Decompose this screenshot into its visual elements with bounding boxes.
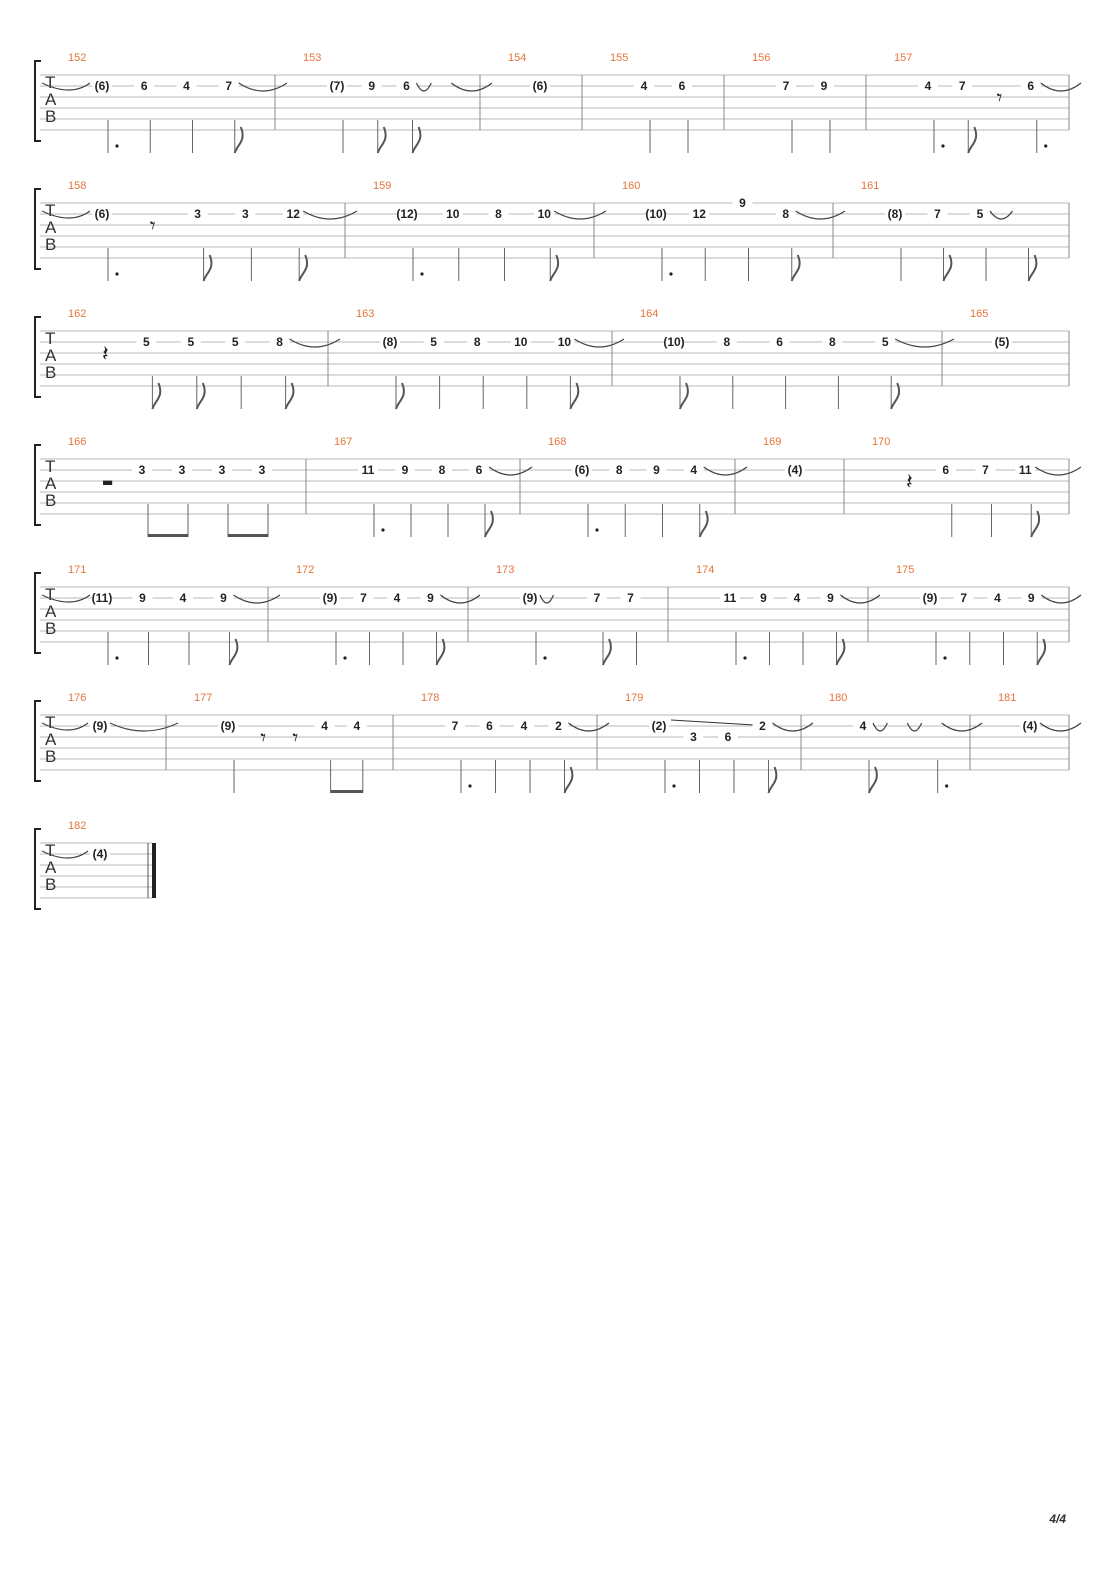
final-barline [152,843,156,898]
fret-number: 9 [760,591,767,605]
measure-number: 181 [998,692,1017,704]
fret-number: (11) [91,591,113,605]
duration-dot [595,528,598,531]
measure-number: 167 [334,436,353,448]
fret-number: (4) [787,463,803,477]
tie-arc [451,83,492,91]
fret-number: 7 [960,591,968,605]
tie-arc [841,595,881,603]
measure-number: 161 [861,180,880,192]
fret-number: 4 [353,719,361,733]
tab-clef-letter: B [45,235,57,254]
rest-symbol: 𝄽 [906,470,913,495]
eighth-flag [891,383,899,409]
eighth-flag [603,639,611,665]
tab-clef-letter: B [45,491,57,510]
tab-system-4 [35,436,1081,537]
measure-number: 176 [68,692,87,704]
fret-number: 8 [829,335,836,349]
fret-number: 3 [690,730,697,744]
measure-number: 171 [68,564,87,576]
fret-number: 4 [640,79,648,93]
fret-number: 4 [924,79,932,93]
fret-number: 3 [218,463,226,477]
fret-number: 7 [627,591,634,605]
measure-number: 154 [508,52,527,64]
fret-number: 4 [690,463,698,477]
eighth-flag [968,127,976,153]
tab-clef-letter: T [45,201,56,220]
eighth-flag [413,127,421,153]
tie-arc [1041,595,1081,603]
fret-number: (5) [994,335,1010,349]
eighth-flag [1031,511,1039,537]
system-bracket [35,701,41,781]
fret-number: 6 [942,463,950,477]
eighth-flag [152,383,160,409]
tie-arc [574,339,624,347]
tie-arc [441,595,481,603]
fret-number: (6) [532,79,548,93]
fret-number: 3 [178,463,186,477]
fret-number: 9 [139,591,146,605]
tie-arc [1040,723,1081,731]
eighth-flag [485,511,493,537]
tab-clef-letter: B [45,619,57,638]
fret-number: 3 [242,207,249,221]
tab-clef-letter: B [45,107,57,126]
tie-arc [234,595,281,603]
measure-number: 157 [894,52,913,64]
fret-number: 11 [723,591,737,605]
rest-symbol: 𝄽 [102,342,109,367]
duration-dot [945,784,948,787]
slide-line [671,720,755,725]
fret-number: 7 [593,591,601,605]
eighth-flag [769,767,777,793]
fret-number: 9 [653,463,660,477]
tab-clef-letter: T [45,329,56,348]
tab-clef-letter: T [45,73,56,92]
fret-number: 8 [615,463,623,477]
fret-number: 9 [1027,591,1035,605]
system-bracket [35,189,41,269]
duration-dot [743,656,746,659]
fret-number: 7 [982,463,989,477]
fret-number: 9 [401,463,409,477]
fret-number: 9 [820,79,828,93]
fret-number: 4 [183,79,190,93]
measure-number: 177 [194,692,213,704]
eighth-flag [396,383,404,409]
tab-clef-letter: A [45,346,57,365]
fret-number: 8 [473,335,481,349]
tie-arc [907,723,921,731]
fret-number: (9) [322,591,338,605]
fret-number: 9 [827,591,834,605]
measure-number: 156 [752,52,771,64]
eighth-flag [286,383,294,409]
tie-arc [942,723,982,731]
fret-number: (6) [574,463,590,477]
fret-number: 2 [759,719,766,733]
fret-number: 8 [276,335,283,349]
fret-number: (9) [922,591,938,605]
fret-number: 6 [724,730,732,744]
fret-number: (10) [645,207,667,221]
duration-dot [672,784,675,787]
tab-system-3 [35,308,1069,409]
fret-number: 4 [994,591,1001,605]
fret-number: 6 [1027,79,1035,93]
tab-clef-letter: T [45,457,56,476]
fret-number: (8) [887,207,903,221]
eighth-flag [1037,639,1045,665]
fret-number: 5 [187,335,195,349]
fret-number: 11 [361,463,375,477]
tab-clef-letter: T [45,713,56,732]
tie-arc [239,83,287,91]
fret-number: 8 [438,463,446,477]
fret-number: (8) [382,335,398,349]
measure-number: 166 [68,436,87,448]
tab-clef-letter: A [45,90,57,109]
measure-number: 173 [496,564,515,576]
eighth-flag [230,639,238,665]
fret-number: 4 [179,591,187,605]
fret-number: (10) [663,335,685,349]
fret-number: 5 [143,335,150,349]
fret-number: (12) [396,207,418,221]
fret-number: (9) [522,591,538,605]
rest-symbol: ▬ [102,475,114,489]
duration-dot [543,656,546,659]
eighth-flag [680,383,688,409]
rest-symbol: 𝄾 [996,86,1003,111]
tab-clef-letter: B [45,363,57,382]
eighth-flag [837,639,845,665]
fret-number: (9) [220,719,236,733]
fret-number: 10 [446,207,460,221]
system-bracket [35,317,41,397]
fret-number: 4 [393,591,401,605]
fret-number: (6) [94,79,110,93]
tie-arc [990,211,1013,219]
measure-number: 170 [872,436,891,448]
tie-arc [773,723,814,731]
duration-dot [115,144,118,147]
tab-clef-letter: A [45,474,57,493]
duration-dot [115,272,118,275]
tab-clef-letter: A [45,602,57,621]
fret-number: 7 [225,79,233,93]
fret-number: 5 [231,335,239,349]
eighth-flag [570,383,578,409]
tie-arc [110,723,178,731]
fret-number: 6 [140,79,148,93]
measure-number: 163 [356,308,375,320]
duration-dot [468,784,471,787]
measure-number: 164 [640,308,659,320]
tie-arc [1035,467,1081,475]
fret-number: 4 [859,719,867,733]
system-bracket [35,61,41,141]
measure-number: 174 [696,564,715,576]
fret-number: 9 [427,591,434,605]
tab-system-2 [35,180,1069,281]
fret-number: 9 [739,196,746,210]
eighth-flag [869,767,877,793]
fret-number: 3 [258,463,266,477]
fret-number: 9 [220,591,227,605]
tab-clef-letter: T [45,585,56,604]
tie-arc [290,339,340,347]
measure-number: 180 [829,692,848,704]
duration-dot [669,272,672,275]
duration-dot [343,656,346,659]
eighth-flag [792,255,800,281]
fret-number: 2 [555,719,562,733]
fret-number: (2) [651,719,667,733]
fret-number: 7 [934,207,941,221]
measure-number: 168 [548,436,567,448]
fret-number: 6 [776,335,783,349]
eighth-flag [204,255,212,281]
tab-clef-letter: B [45,747,57,766]
fret-number: 10 [557,335,572,349]
fret-number: 6 [678,79,686,93]
fret-number: 9 [368,79,376,93]
tab-system-6 [35,692,1081,793]
tab-clef-letter: B [45,875,57,894]
tab-system-5 [35,564,1081,665]
tab-clef-letter: A [45,730,57,749]
eighth-flag [550,255,558,281]
measure-number: 179 [625,692,644,704]
fret-number: 12 [286,207,300,221]
measure-number: 162 [68,308,87,320]
fret-number: (6) [94,207,110,221]
measure-number: 169 [763,436,782,448]
system-bracket [35,573,41,653]
duration-dot [381,528,384,531]
rest-symbol: 𝄾 [149,214,156,239]
note-beam [148,534,188,537]
measure-number: 165 [970,308,989,320]
fret-number: 4 [793,591,801,605]
tab-clef-letter: A [45,218,57,237]
fret-number: 3 [138,463,146,477]
eighth-flag [197,383,205,409]
measure-number: 172 [296,564,315,576]
measure-number: 155 [610,52,629,64]
tie-arc [569,723,610,731]
rest-symbol: 𝄾 [260,726,267,751]
fret-number: 8 [495,207,502,221]
fret-number: (7) [329,79,345,93]
page-number: 4/4 [1049,1512,1066,1526]
duration-dot [943,656,946,659]
measure-number: 159 [373,180,392,192]
fret-number: 10 [537,207,551,221]
measure-number: 178 [421,692,440,704]
fret-number: 7 [360,591,367,605]
measure-number: 182 [68,820,87,832]
tie-arc [540,595,554,603]
measure-number: 158 [68,180,87,192]
tie-arc [796,211,845,219]
tab-system-7 [35,820,156,909]
measure-number: 160 [622,180,641,192]
fret-number: 7 [958,79,966,93]
fret-number: 3 [194,207,201,221]
duration-dot [1044,144,1047,147]
fret-number: 7 [782,79,790,93]
system-bracket [35,445,41,525]
fret-number: 6 [486,719,493,733]
eighth-flag [378,127,386,153]
tie-arc [554,211,606,219]
eighth-flag [299,255,307,281]
fret-number: 10 [514,335,528,349]
duration-dot [941,144,944,147]
eighth-flag [437,639,445,665]
fret-number: 6 [475,463,483,477]
tie-arc [873,723,887,731]
fret-number: 8 [782,207,790,221]
eighth-flag [1029,255,1037,281]
fret-number: (9) [92,719,108,733]
duration-dot [115,656,118,659]
eighth-flag [700,511,708,537]
fret-number: 7 [451,719,459,733]
note-beam [228,534,268,537]
fret-number: 12 [692,207,706,221]
eighth-flag [944,255,952,281]
system-bracket [35,829,41,909]
fret-number: (4) [92,847,108,861]
fret-number: (4) [1022,719,1038,733]
tab-clef-letter: A [45,858,57,877]
tie-arc [704,467,747,475]
measure-number: 153 [303,52,322,64]
rest-symbol: 𝄾 [292,726,299,751]
measure-number: 152 [68,52,87,64]
fret-number: 8 [723,335,731,349]
tie-arc [417,83,432,91]
measure-number: 175 [896,564,915,576]
fret-number: 6 [403,79,410,93]
fret-number: 11 [1018,463,1032,477]
fret-number: 4 [520,719,528,733]
tab-clef-letter: T [45,841,56,860]
tie-arc [1041,83,1081,91]
tie-arc [303,211,357,219]
note-beam [331,790,363,793]
tie-arc [895,339,954,347]
fret-number: 5 [881,335,889,349]
eighth-flag [235,127,243,153]
fret-number: 5 [976,207,984,221]
tie-arc [489,467,532,475]
duration-dot [420,272,423,275]
fret-number: 4 [321,719,328,733]
tab-system-1 [35,52,1081,153]
fret-number: 5 [430,335,437,349]
eighth-flag [565,767,573,793]
